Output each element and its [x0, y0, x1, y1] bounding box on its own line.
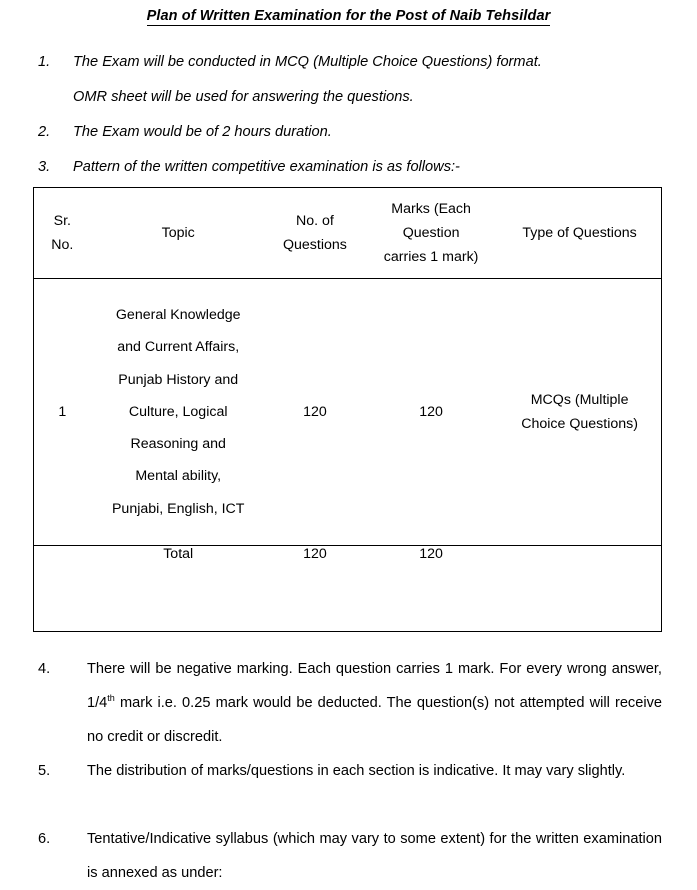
header-sr-no-line-2: No.	[51, 237, 74, 254]
total-marks: 120	[419, 545, 443, 562]
type-line-1: MCQs (Multiple	[530, 392, 629, 408]
header-sr-no-line-1: Sr.	[53, 213, 71, 230]
total-type-of-questions	[498, 545, 661, 631]
topic-line-1: General Knowledge	[115, 306, 241, 323]
clause-4-superscript: th	[107, 693, 115, 704]
header-marks-line-2: Question	[402, 225, 460, 242]
clause-1	[38, 45, 542, 115]
clause-2	[38, 115, 332, 150]
header-sr-no	[34, 188, 91, 279]
topic-line-3: Punjab History and	[118, 371, 239, 388]
table-row	[34, 279, 662, 546]
clause-3-number: 3.	[38, 159, 51, 175]
header-marks-line-1: Marks (Each	[391, 201, 471, 218]
clause-4	[38, 652, 662, 754]
cell-marks: 120	[364, 279, 498, 546]
cell-sr-no: 1	[34, 279, 91, 546]
clause-4-text-before-superscript: There will be negative marking. Each question carries 1 mark. For every wrong answer, 1/4	[87, 661, 662, 711]
total-no-of-questions: 120	[303, 545, 327, 562]
header-no-of-questions	[266, 188, 364, 279]
total-label: Total	[163, 545, 194, 562]
clause-5-number: 5.	[38, 763, 51, 779]
cell-type-of-questions	[498, 279, 661, 546]
clause-6-number: 6.	[38, 831, 51, 847]
type-line-2: Choice Questions)	[521, 416, 638, 432]
clause-4-number: 4.	[38, 661, 51, 677]
clause-6-text: Tentative/Indicative syllabus (which may vary to some extent) for the written examination is annexed as under:	[87, 831, 662, 881]
clause-5	[38, 754, 662, 788]
page-title	[0, 8, 697, 24]
clause-4-text-after-superscript: mark i.e. 0.25 mark would be deducted. The question(s) not attempted will receive no credit or discredit.	[87, 695, 662, 745]
table-header-row	[34, 188, 662, 279]
topic-line-7: Punjabi, English, ICT	[111, 500, 245, 517]
clause-3-line-1: Pattern of the written competitive examination is as follows:-	[73, 159, 460, 175]
header-marks	[364, 188, 498, 279]
clause-3	[38, 150, 460, 185]
clause-4-text	[87, 652, 662, 754]
clause-1-line-2: OMR sheet will be used for answering the questions.	[73, 89, 414, 105]
header-marks-line-3: carries 1 mark)	[383, 249, 479, 266]
clause-1-line-1: The Exam will be conducted in MCQ (Multiple Choice Questions) format.	[73, 54, 542, 70]
clause-2-line-1: The Exam would be of 2 hours duration.	[73, 124, 332, 140]
table-total-row	[34, 545, 662, 631]
clause-6	[38, 822, 662, 890]
cell-no-of-questions: 120	[266, 279, 364, 546]
topic-line-2: and Current Affairs,	[117, 339, 240, 356]
header-no-of-questions-line-2: Questions	[282, 237, 347, 254]
topic-line-6: Mental ability,	[135, 468, 222, 485]
total-sr-no	[34, 545, 91, 631]
header-no-of-questions-line-1: No. of	[295, 213, 334, 230]
clause-2-number: 2.	[38, 124, 51, 140]
topic-line-5: Reasoning and	[130, 436, 226, 453]
cell-topic	[91, 279, 266, 546]
clause-5-text: The distribution of marks/questions in each section is indicative. It may vary slightly.	[87, 763, 626, 779]
page-title-text: Plan of Written Examination for the Post of Naib Tehsildar	[146, 8, 551, 24]
topic-line-4: Culture, Logical	[128, 403, 228, 420]
clause-1-number: 1.	[38, 54, 51, 70]
header-type-of-questions: Type of Questions	[498, 188, 661, 279]
exam-pattern-table	[33, 187, 662, 632]
header-topic: Topic	[91, 188, 266, 279]
